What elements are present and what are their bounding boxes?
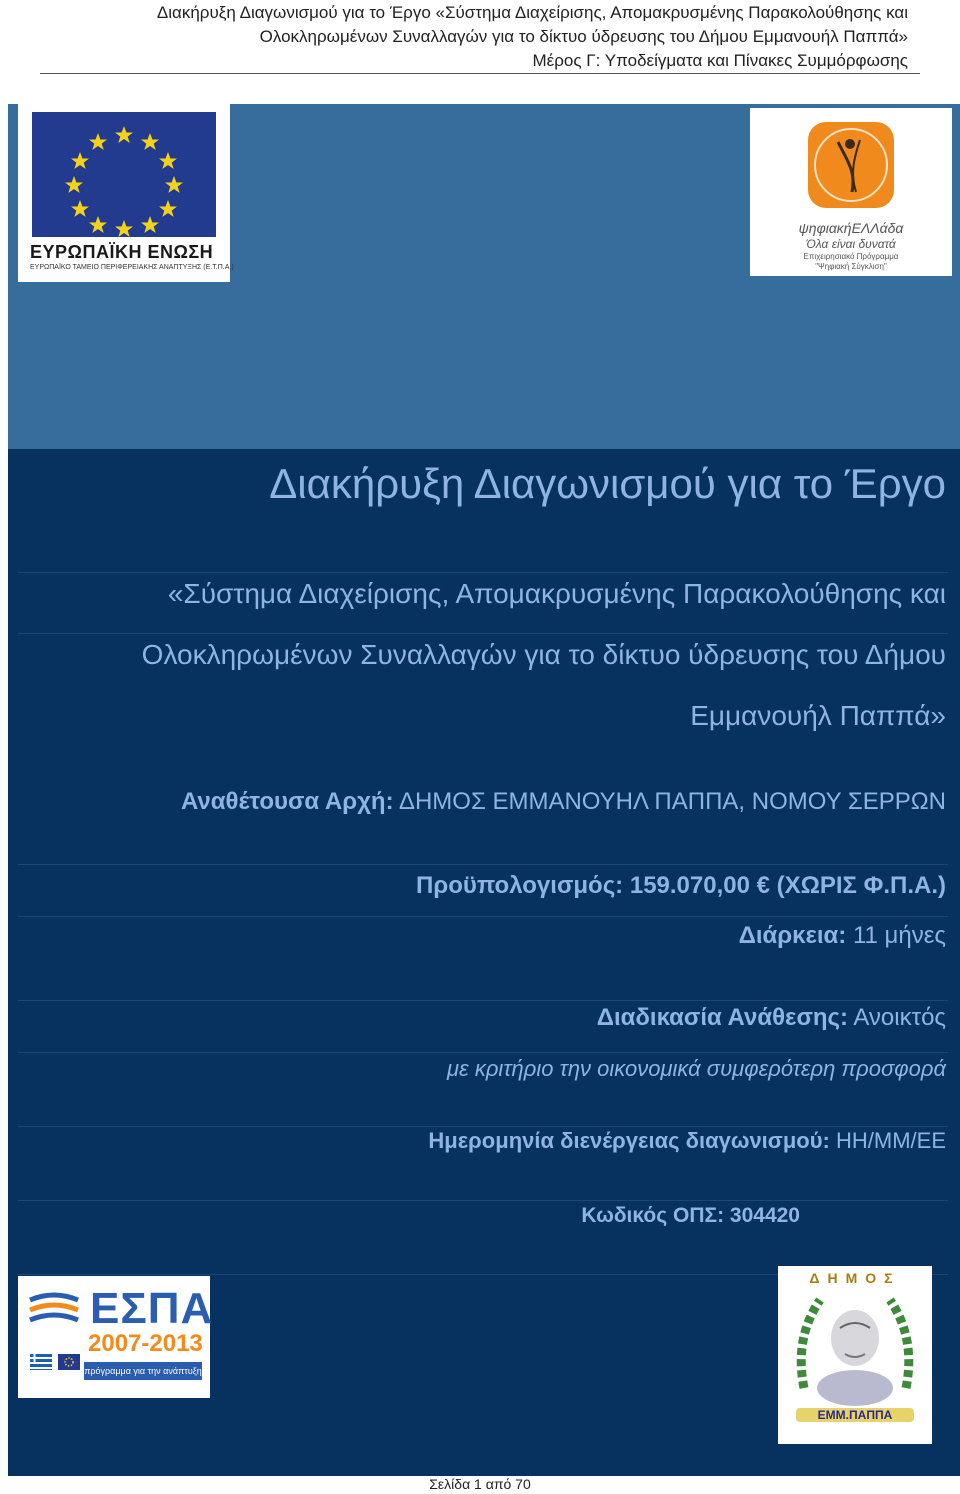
date-label: Ημερομηνία διενέργειας διαγωνισμού: bbox=[428, 1128, 830, 1153]
espa-flags-icon bbox=[30, 1354, 80, 1370]
divider bbox=[18, 916, 948, 917]
eu-flag-icon bbox=[32, 112, 216, 237]
procedure-label: Διαδικασία Ανάθεσης: bbox=[596, 1004, 848, 1031]
tender-date bbox=[428, 1128, 946, 1154]
page-footer: Σελίδα 1 από 70 bbox=[429, 1476, 531, 1492]
date-value: ΗΗ/ΜΜ/ΕΕ bbox=[829, 1128, 946, 1153]
page-header bbox=[0, 0, 960, 76]
ops-code bbox=[581, 1204, 800, 1228]
project-title-line-1: «Σύστημα Διαχείρισης, Απομακρυσμένης Παρακολούθησης και bbox=[167, 578, 946, 609]
municipality-emblem-icon bbox=[790, 1288, 920, 1406]
contracting-authority bbox=[181, 788, 946, 816]
digital-greece-icon bbox=[808, 122, 894, 208]
header-line-1: Διακήρυξη Διαγωνισμού για το Έργο «Σύστημα Διαχείρισης, Απομακρυσμένης Παρακολούθησης και bbox=[156, 3, 908, 22]
divider bbox=[18, 864, 948, 865]
budget bbox=[416, 872, 946, 900]
espa-logo bbox=[18, 1276, 214, 1398]
header-line-3: Μέρος Γ: Υποδείγματα και Πίνακες Συμμόρφωσης bbox=[532, 51, 908, 70]
municipality-arc-text: ΔΗΜΟΣ bbox=[809, 1270, 901, 1286]
digital-greece-logo bbox=[750, 108, 952, 276]
digital-greece-tagline: Όλα είναι δυνατά bbox=[806, 237, 896, 251]
eu-logo-title: ΕΥΡΩΠΑΪΚΗ ΕΝΩΣΗ bbox=[30, 242, 214, 262]
project-title-line-3: Εμμανουήλ Παππά» bbox=[690, 700, 946, 731]
digital-greece-program: Επιχειρησιακό Πρόγραμμα bbox=[803, 252, 899, 261]
cover-page bbox=[8, 104, 960, 1476]
procedure-value: Ανοικτός bbox=[848, 1004, 946, 1031]
duration bbox=[739, 922, 946, 950]
budget-value: 159.070,00 € (ΧΩΡΙΣ Φ.Π.Α.) bbox=[623, 872, 946, 899]
duration-value: 11 μήνες bbox=[846, 922, 946, 949]
divider bbox=[18, 633, 948, 634]
award-procedure bbox=[597, 1004, 946, 1032]
divider bbox=[18, 1126, 948, 1127]
digital-greece-title: ψηφιακήΕΛΛάδα bbox=[798, 220, 904, 236]
municipality-banner: ΕΜΜ.ΠΑΠΠΑ bbox=[796, 1408, 914, 1422]
budget-label: Προϋπολογισμός: bbox=[416, 872, 624, 899]
eu-logo bbox=[18, 104, 234, 282]
project-title-line-2: Ολοκληρωμένων Συναλλαγών για το δίκτυο ύδρευσης του Δήμου bbox=[141, 639, 946, 670]
authority-label: Αναθέτουσα Αρχή: bbox=[180, 788, 394, 815]
digital-greece-program-name: "Ψηφιακή Σύγκλιση" bbox=[815, 262, 887, 271]
divider bbox=[18, 1200, 948, 1201]
divider bbox=[18, 1052, 948, 1053]
award-criterion: με κριτήριο την οικονομικά συμφερότερη προσφορά bbox=[447, 1056, 946, 1081]
municipality-logo bbox=[778, 1266, 932, 1444]
divider bbox=[18, 572, 948, 573]
code-value: 304420 bbox=[724, 1204, 800, 1227]
duration-label: Διάρκεια: bbox=[738, 922, 847, 949]
espa-subtitle: πρόγραμμα για την ανάπτυξη bbox=[84, 1362, 202, 1380]
cover-title: Διακήρυξη Διαγωνισμού για το Έργο bbox=[269, 460, 946, 507]
header-rule bbox=[40, 73, 920, 74]
header-line-2: Ολοκληρωμένων Συναλλαγών για το δίκτυο ύδρευσης του Δήμου Εμμανουήλ Παππά» bbox=[259, 27, 908, 46]
espa-years: 2007-2013 bbox=[88, 1330, 203, 1357]
divider bbox=[18, 1000, 948, 1001]
espa-title: ΕΣΠΑ bbox=[90, 1284, 214, 1333]
eu-logo-subtitle: ΕΥΡΩΠΑΪΚΟ ΤΑΜΕΙΟ ΠΕΡΙΦΕΡΕΙΑΚΗΣ ΑΝΑΠΤΥΞΗΣ (Ε.Τ.Π.Α.) bbox=[30, 264, 234, 271]
authority-value: ΔΗΜΟΣ ΕΜΜΑΝΟΥΗΛ ΠΑΠΠΑ, ΝΟΜΟΥ ΣΕΡΡΩΝ bbox=[393, 788, 946, 815]
espa-swoosh-icon bbox=[28, 1292, 80, 1332]
code-label: Κωδικός ΟΠΣ: bbox=[581, 1204, 725, 1227]
